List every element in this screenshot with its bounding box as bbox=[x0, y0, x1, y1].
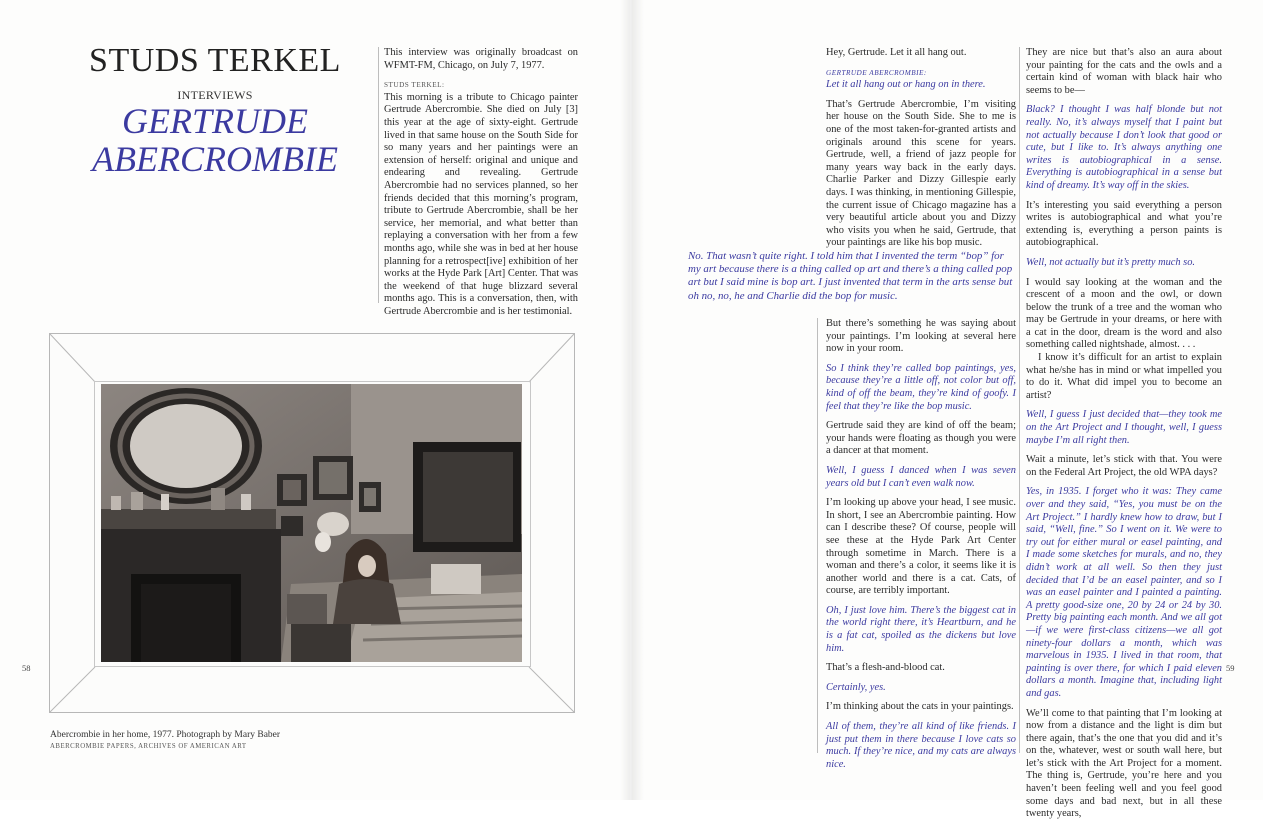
pull-quote: No. That wasn’t quite right. I told him that I invented the term “bop” for my art because there is a thing called op art and there’s a thing called pop art but I said mine is bop art. I just invented that term in the arts sense but oh no, no, he and Charlie did the bop for music. bbox=[688, 250, 1013, 302]
question: It’s interesting you said everything a person writes is autobiographical and what you’re extending is, everything a person paints is autobiographical. bbox=[1026, 199, 1222, 249]
question: They are nice but that’s also an aura about your painting for the cats and the owls and a certain kind of woman with black hair who seems to be— bbox=[1026, 47, 1222, 96]
right-column-2 bbox=[1026, 47, 1222, 828]
name-line-1: GERTRUDE bbox=[122, 101, 308, 141]
question: I know it’s difficult for an artist to explain what he/she has in mind or what impelled you to do it. What did impel you to become an artist? bbox=[1026, 352, 1222, 401]
speaker-label: STUDS TERKEL: bbox=[384, 81, 445, 90]
question: I would say looking at the woman and the crescent of a moon and the owl, or down below the trunk of a tree and the woman who may be Gertrude in your dreams, or here with a cat in the door, dream is the word and also something called nightshade, almost. . . . bbox=[1026, 276, 1222, 351]
intro-paragraph: This morning is a tribute to Chicago painter Gertrude Abercrombie. She died on July [3] this year at the age of sixty-eight. Gertrude lived in that same house on the South Side for so many years and her paintings were an extension of herself: original and unique and endearing and revealing. Gertrude Abercrombie had no services planned, so her friends decided that this morning’s program, tribute to Gertrude Abercrombie, shall be her service, her memorial, and what better than replaying a conversation with her from a few months ago, while she was in bed at her house planning for a retrospect[ive] exhibition of her works at the Hyde Park [Art] Center. That was the weekend of that huge blizzard several months ago. This is a conversation, then, with Gertrude Abercrombie and is her testimonial. bbox=[384, 91, 578, 317]
right-column-1-bottom bbox=[826, 318, 1016, 778]
answer: Well, I guess I danced when I was seven years old but I can’t even walk now. bbox=[826, 464, 1016, 489]
answer: Well, not actually but it’s pretty much so. bbox=[1026, 256, 1196, 268]
question: Wait a minute, let’s stick with that. You were on the Federal Art Project, the old WPA days? bbox=[1026, 454, 1222, 478]
name-line-2: ABERCROMBIE bbox=[92, 139, 338, 179]
question: I’m looking up above your head, I see music. In short, I see an Abercrombie painting. How can I describe these? Of course, people will see these at the Hyde Park Art Center through sometime in March. There is a woman and there’s a color, it seems like it is another world and there is a cat. Cats, of course, are terribly important. bbox=[826, 497, 1016, 597]
answer: Oh, I just love him. There’s the biggest cat in the world right there, it’s Heartburn, and he is a fat cat, spoiled as the dickens but love him. bbox=[826, 604, 1016, 654]
photo-illustration bbox=[101, 384, 522, 662]
question: Hey, Gertrude. Let it all hang out. bbox=[826, 47, 967, 58]
answer: Certainly, yes. bbox=[826, 681, 886, 693]
question: We’ll come to that painting that I’m looking at now from a distance and the light is dim but there again, that’s the one that you did and it’s on the, whatever, west or south wall here, but let’s stick with the Art Project for a moment. The thing is, Gertrude, you’re here and you haven’t been feeling well and you feel good some days and bad next, but in all these twenty years, bbox=[1026, 707, 1222, 820]
right-column-1-top bbox=[826, 47, 1016, 257]
header-interviews: INTERVIEWS bbox=[177, 88, 253, 102]
answer: So I think they’re called bop paintings, yes, because they’re a little off, not color but off, kind of off the beam, they’re kind of goofy. I feel that they’re like the bop music. bbox=[826, 362, 1016, 412]
column-rule-right bbox=[1019, 47, 1020, 753]
column-rule bbox=[378, 47, 379, 303]
abercrombie-photograph bbox=[101, 384, 522, 662]
answer: All of them, they’re all kind of like friends. I just put them in there because I love cats so much. If they’re nice, and my cats are always nice. bbox=[826, 721, 1016, 770]
answer: Black? I thought I was half blonde but not really. No, it’s always myself that I paint but not actually because I don’t look that good or cute, but I like to. It’s always anything one writes is autobiographical in a sense. Everything is autobiographical in a sense but kind of dreamy. It’s way off in the skies. bbox=[1026, 104, 1222, 191]
question: Gertrude said they are kind of off the beam; your hands were floating as though you were a dancer at that moment. bbox=[826, 420, 1016, 457]
header-studs-terkel: STUDS TERKEL bbox=[89, 42, 341, 79]
spine-gutter bbox=[620, 0, 644, 800]
question: I’m thinking about the cats in your paintings. bbox=[826, 701, 1014, 713]
question: But there’s something he was saying about your paintings. I’m looking at several here now in your room. bbox=[826, 318, 1016, 355]
answer: Well, I guess I just decided that—they took me on the Art Project and I thought, well, I guess maybe I’m all right then. bbox=[1026, 409, 1222, 446]
intro-column bbox=[384, 47, 578, 325]
column-rule-mid bbox=[817, 318, 818, 753]
page-number-right: 59 bbox=[1226, 663, 1235, 673]
photo-caption: Abercrombie in her home, 1977. Photograph by Mary Baber bbox=[50, 730, 281, 740]
header-subject-name bbox=[80, 102, 350, 178]
question: That’s a flesh-and-blood cat. bbox=[826, 662, 945, 674]
question: That’s Gertrude Abercrombie, I’m visiting her house on the South Side. She to me is one of the most taken-for-granted artists and originals around this scene for years. Gertrude, well, a friend of jazz people for many years way back in the early days. Charlie Parker and Dizzy Gillespie early days. I was thinking, in mentioning Gillespie, the current issue of Chicago magazine has a very beautiful article about you and Dizzy who visits you when he said, Gertrude, that your paintings are like his bop music. bbox=[826, 98, 1016, 249]
page-number-left: 58 bbox=[22, 663, 31, 673]
speaker-label: GERTRUDE ABERCROMBIE: bbox=[826, 68, 927, 77]
photo-credit: ABERCROMBIE PAPERS, ARCHIVES OF AMERICAN ART bbox=[50, 743, 247, 750]
answer: Let it all hang out or hang on in there. bbox=[826, 79, 986, 91]
answer: Yes, in 1935. I forget who it was: They came over and they said, “Yes, you must be on the Art Project.” I hardly knew how to draw, but I said, “Well, fine.” So I went on it. We were to try out for either mural or easel painting, and I made some sketches for murals, and no, they didn’t work at all well. So then they just decided that I’d be an easel painter, and so I was an easel painter and I painted a painting. A pretty good-size one, 20 by 24 or 24 by 30. Pretty big painting each month. And we all got—if we were first-class citizens—we all got ninety-four dollars a month, which was marvelous in 1935. I lived in that room, that painting is over there, for which I paid eleven dollars a month. Imagine that, including light and gas. bbox=[1026, 486, 1222, 699]
broadcast-note: This interview was originally broadcast on WFMT-FM, Chicago, on July 7, 1977. bbox=[384, 47, 578, 71]
